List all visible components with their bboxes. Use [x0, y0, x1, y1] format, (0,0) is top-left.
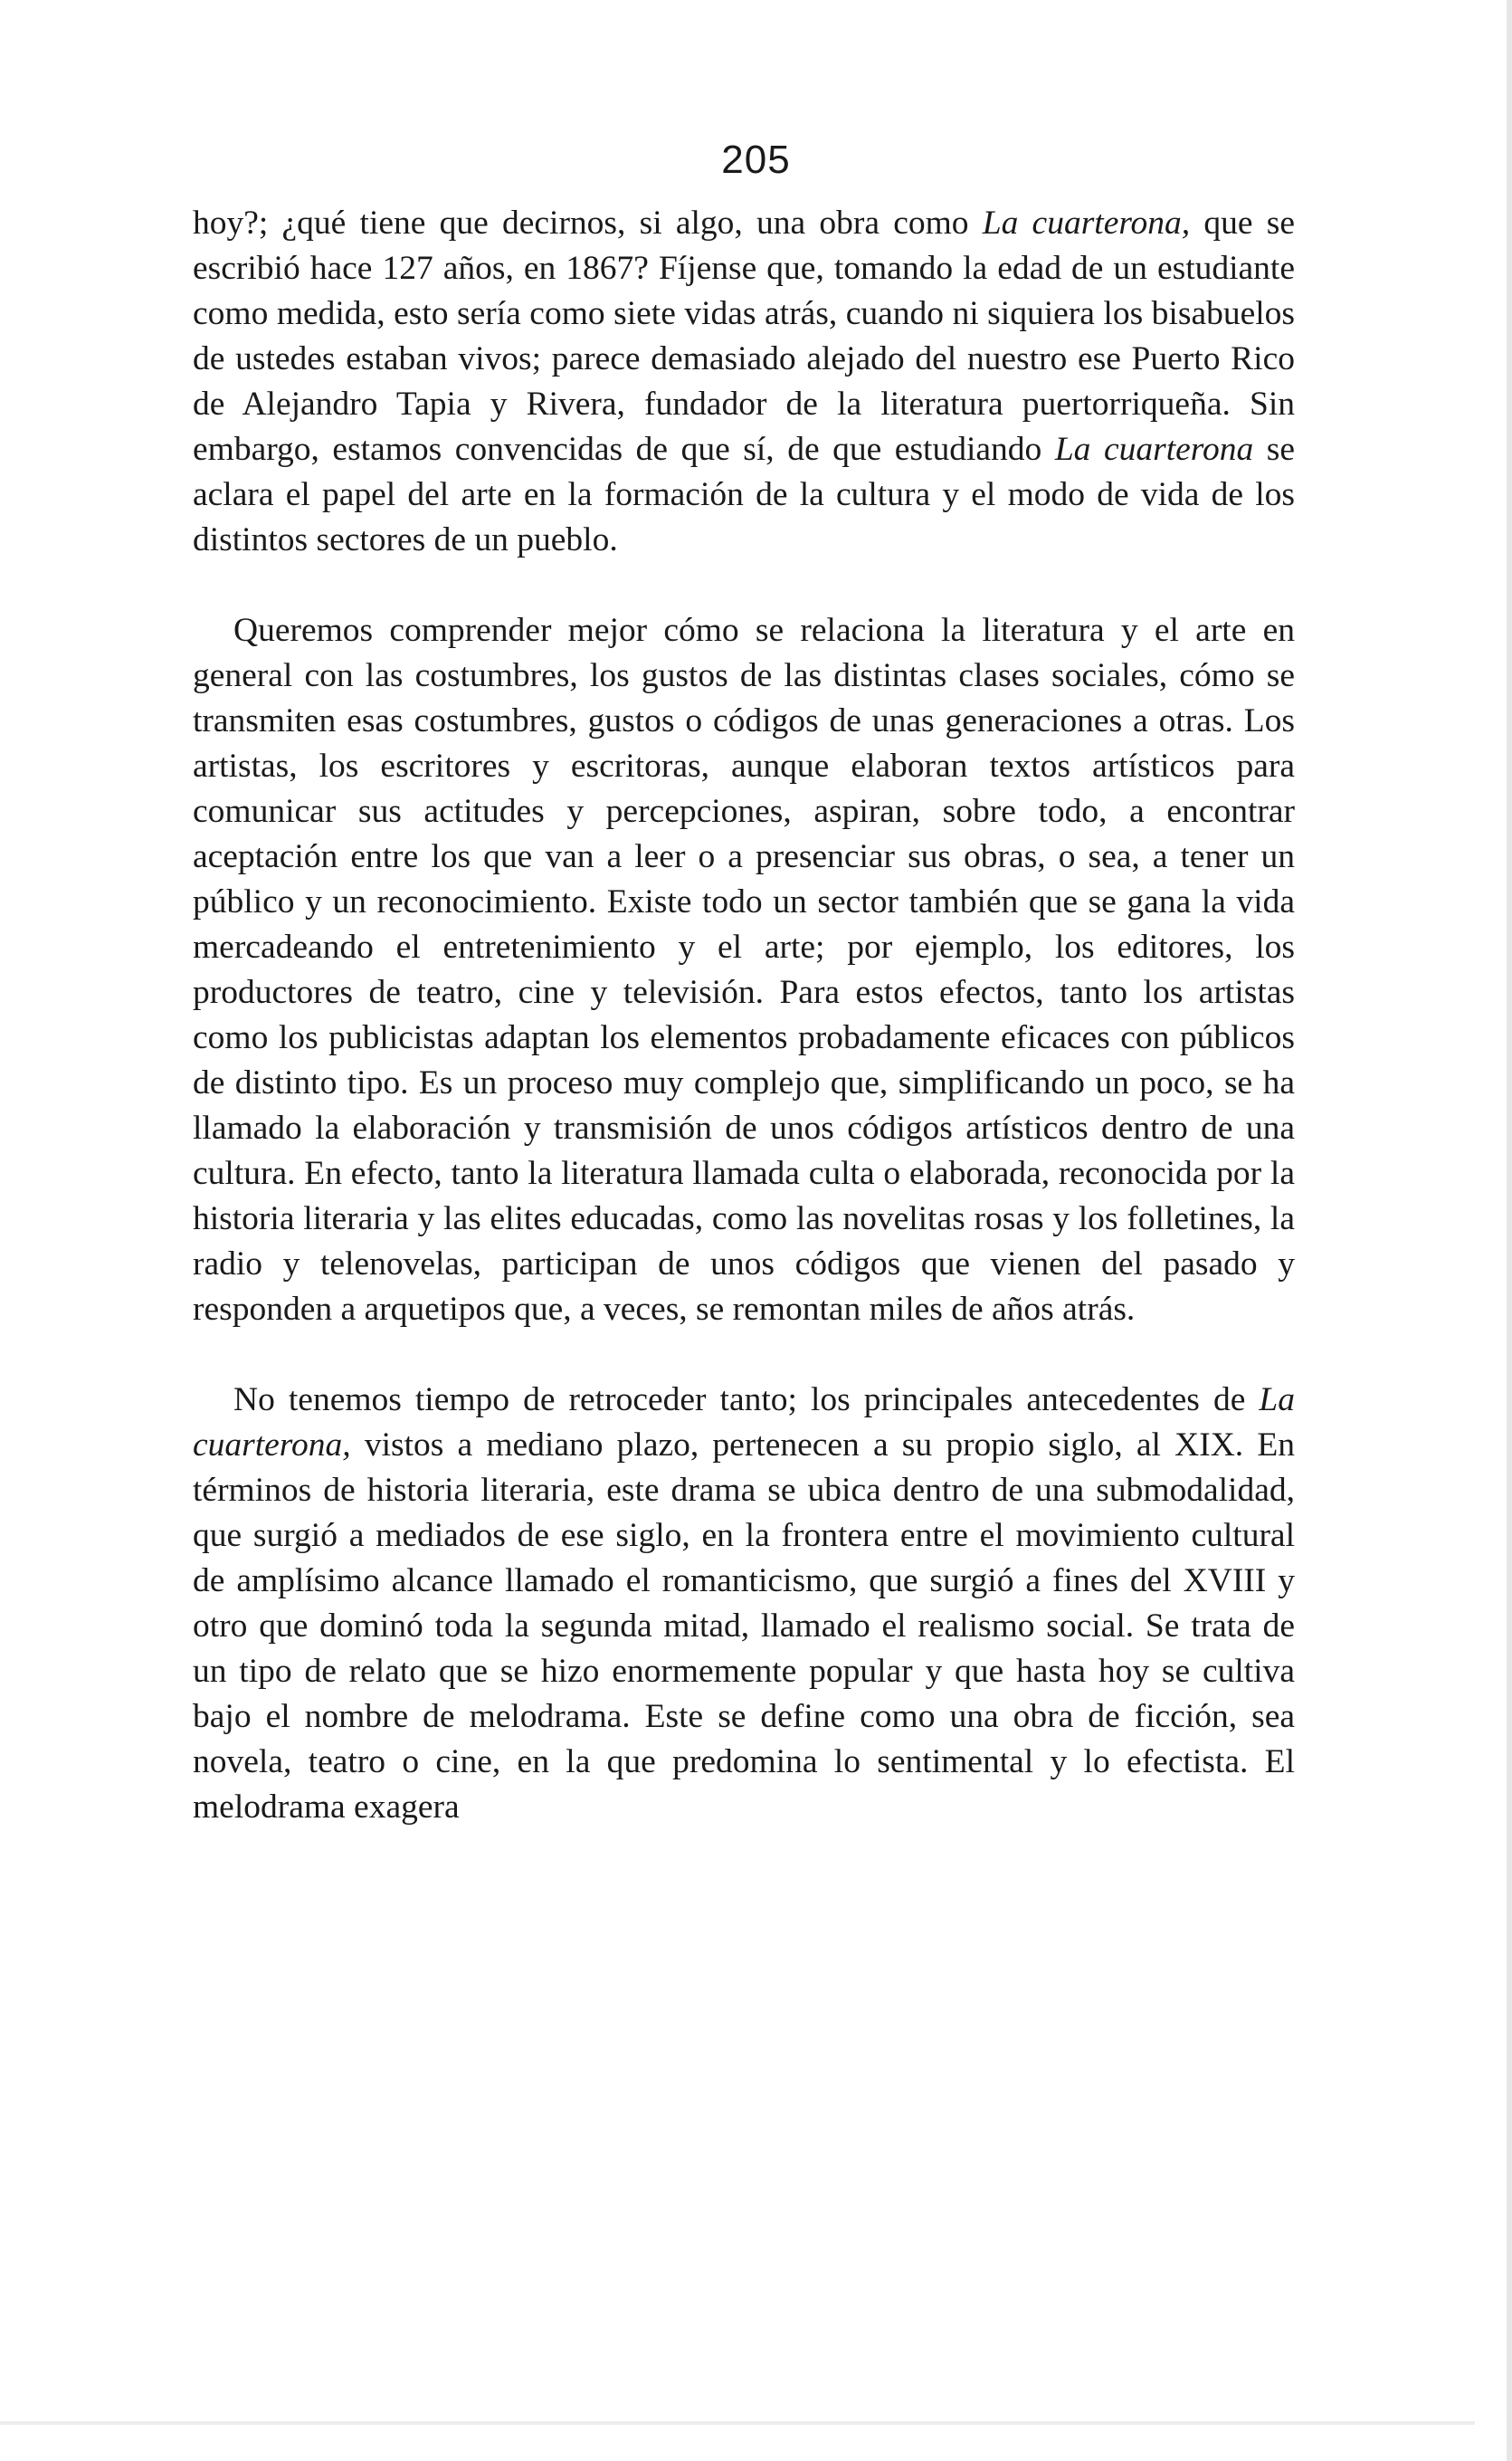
text-segment: se aclara el papel del arte en la formación de la cultura y el modo de vida de los distintos sectores de un pueblo.: [193, 431, 1295, 558]
scan-bottom-line: [0, 2421, 1475, 2425]
text-segment: Queremos comprender mejor cómo se relaciona la literatura y el arte en general con las costumbres, los gustos de las distintas clases sociales, cómo se transmiten esas costumbres, gustos o códigos de unas generaciones a otras. Los artistas, los escritores y escritoras, aunque elaboran textos artísticos para comunicar sus actitudes y percepciones, aspiran, sobre todo, a encontrar aceptación entre los que van a leer o a presenciar sus obras, o sea, a tener un público y un reconocimiento. Existe todo un sector también que se gana la vida mercadeando el entretenimiento y el arte; por ejemplo, los editores, los productores de teatro, cine y televisión. Para estos efectos, tanto los artistas como los publicistas adaptan los elementos probadamente eficaces con públicos de distinto tipo. Es un proceso muy complejo que, simplificando un poco, se ha llamado la elaboración y transmisión de unos códigos artísticos dentro de una cultura. En efecto, tanto la literatura llamada culta o elaborada, reconocida por la historia literaria y las elites educadas, como las novelitas rosas y los folletines, la radio y telenovelas, participan de unos códigos que vienen del pasado y responden a arquetipos que, a veces, se remontan miles de años atrás.: [193, 612, 1295, 1328]
text-segment: que se escribió hace 127 años, en 1867? Fíjense que, tomando la edad de un estudiante como medida, esto sería como siete vidas atrás, cuando ni siquiera los bisabuelos de ustedes estaban vivos; parece demasiado alejado del nuestro ese Puerto Rico de Alejandro Tapia y Rivera, fundador de la literatura puertorriqueña. Sin embargo, estamos convencidas de que sí, de que estudiando: [193, 205, 1295, 468]
scan-edge-shadow: [1507, 0, 1512, 2461]
body-text: [193, 201, 1295, 1830]
paragraph-3: [193, 1378, 1295, 1830]
book-title-reference: La cuarterona,: [193, 1381, 1295, 1464]
book-title-reference: La cuarterona: [1054, 431, 1254, 468]
text-segment: No tenemos tiempo de retroceder tanto; los principales antecedentes de: [233, 1381, 1260, 1418]
page-number: 205: [721, 138, 791, 182]
text-segment: vistos a mediano plazo, pertenecen a su propio siglo, al XIX. En términos de historia literaria, este drama se ubica dentro de una submodalidad, que surgió a mediados de ese siglo, en la frontera entre el movimiento cultural de amplísimo alcance llamado el romanticismo, que surgió a fines del XVIII y otro que dominó toda la segunda mitad, llamado el realismo social. Se trata de un tipo de relato que se hizo enormemente popular y que hasta hoy se cultiva bajo el nombre de melodrama. Este se define como una obra de ficción, sea novela, teatro o cine, en la que predomina lo sentimental y lo efectista. El melodrama exagera: [193, 1426, 1295, 1826]
text-segment: hoy?; ¿qué tiene que decirnos, si algo, una obra como: [193, 205, 983, 242]
paragraph-2: [193, 608, 1295, 1332]
book-title-reference: La cuarterona,: [982, 205, 1191, 242]
paragraph-1: [193, 201, 1295, 563]
